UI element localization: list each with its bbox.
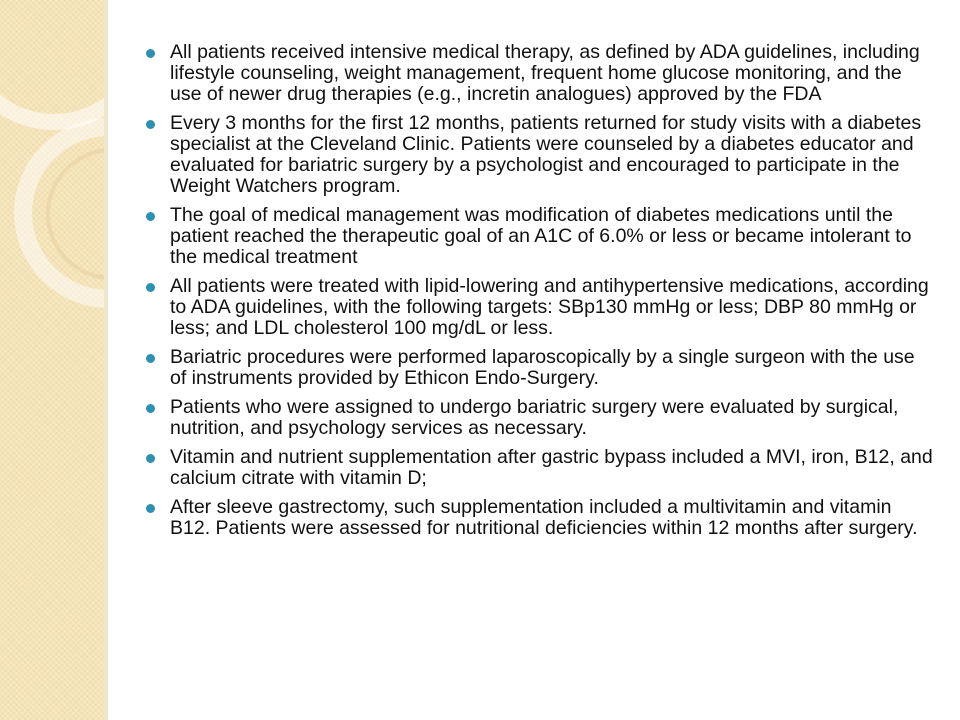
sidebar-edge xyxy=(104,0,108,720)
bullet-item xyxy=(146,497,936,539)
decorative-ring-top xyxy=(0,0,104,130)
bullet-icon xyxy=(146,504,155,513)
bullet-text: After sleeve gastrectomy, such supplementation included a multivitamin and vitamin B12. Patients were assessed for nutritional deficiencies within 12 months after surgery. xyxy=(170,496,918,539)
bullet-item xyxy=(146,42,936,105)
bullet-item xyxy=(146,205,936,268)
bullet-item xyxy=(146,113,936,197)
bullet-item xyxy=(146,447,936,489)
bullet-icon xyxy=(146,212,155,221)
bullet-icon xyxy=(146,49,155,58)
bullet-text: Bariatric procedures were performed laparoscopically by a single surgeon with the use of instruments provided by Ethicon Endo-Surgery. xyxy=(170,346,915,389)
bullet-text: Patients who were assigned to undergo bariatric surgery were evaluated by surgical, nutrition, and psychology services as necessary. xyxy=(170,396,899,439)
slide-content xyxy=(146,42,936,547)
bullet-text: All patients received intensive medical therapy, as defined by ADA guidelines, including lifestyle counseling, weight management, frequent home glucose monitoring, and the use of newer drug therapies (e.g., incretin analogues) approved by the FDA xyxy=(170,41,920,105)
bullet-text: All patients were treated with lipid-lowering and antihypertensive medications, according to ADA guidelines, with the following targets: SBp130 mmHg or less; DBP 80 mmHg or less; and LDL cholesterol 100 mg/dL or less. xyxy=(170,275,929,339)
decorative-sidebar xyxy=(0,0,104,720)
bullet-text: The goal of medical management was modification of diabetes medications until the patient reached the therapeutic goal of an A1C of 6.0% or less or became intolerant to the medical treatment xyxy=(170,204,912,268)
bullet-icon xyxy=(146,354,155,363)
bullet-icon xyxy=(146,454,155,463)
bullet-item xyxy=(146,347,936,389)
bullet-icon xyxy=(146,120,155,129)
bullet-icon xyxy=(146,283,155,292)
bullet-item xyxy=(146,276,936,339)
bullet-list xyxy=(146,42,936,539)
bullet-text: Every 3 months for the first 12 months, patients returned for study visits with a diabetes specialist at the Cleveland Clinic. Patients were counseled by a diabetes educator and evaluated for bariatric surgery by a psychologist and encouraged to participate in the Weight Watchers program. xyxy=(170,112,922,197)
bullet-item xyxy=(146,397,936,439)
bullet-icon xyxy=(146,404,155,413)
bullet-text: Vitamin and nutrient supplementation after gastric bypass included a MVI, iron, B12, and calcium citrate with vitamin D; xyxy=(170,446,933,489)
